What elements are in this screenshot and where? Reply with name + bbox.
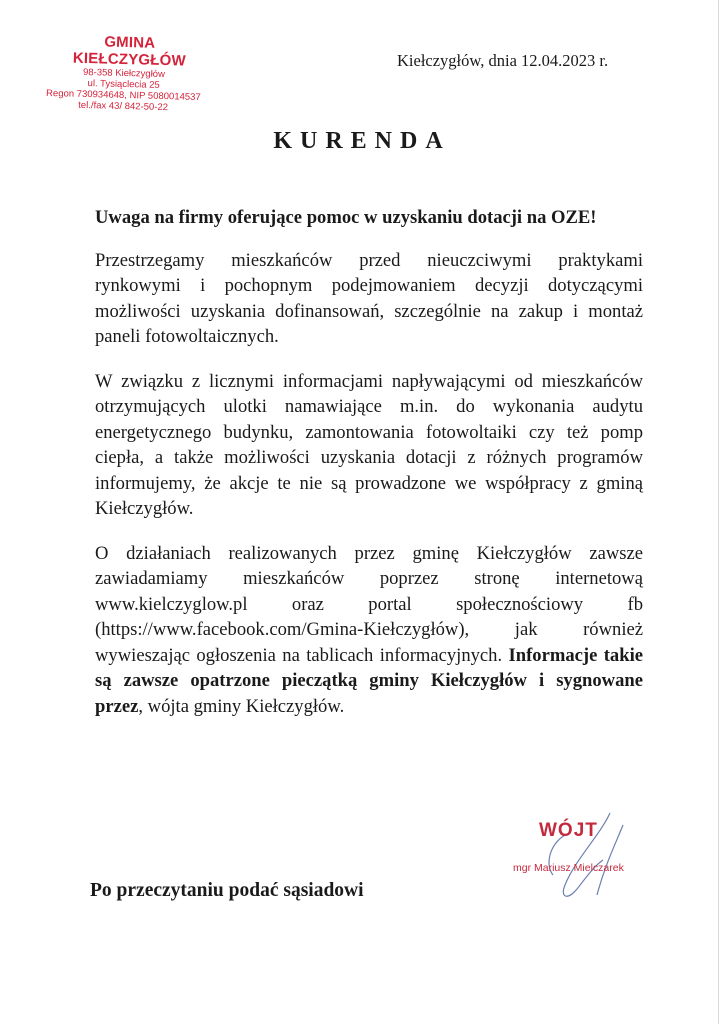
footer-instruction: Po przeczytaniu podać sąsiadowi <box>90 880 364 901</box>
paragraph-communication-end: , wójta gminy Kiełczygłów. <box>138 695 345 717</box>
document-body <box>95 205 643 738</box>
scan-edge-divider <box>718 0 719 1024</box>
municipality-stamp <box>37 32 211 114</box>
stamp-phone-line: tel./fax 43/ 842-50-22 <box>78 99 169 114</box>
stamp-postal-line: 98-358 Kiełczygłów <box>82 66 166 81</box>
stamp-regon-line: Regon 730934648, NIP 5080014537 <box>45 87 201 104</box>
document-title: KURENDA <box>273 128 451 154</box>
paragraph-communication-text: O działaniach realizowanych przez gminę Kiełczygłów zawsze zawiadamiamy mieszkańców poprzez stronę internetową www.kielczyglow.pl oraz portal społecznościowy fb (https://www.facebook.com/Gmina-Kiełczygłów), jak również wywieszając ogłoszenia na tablicach informacyjnych. <box>95 542 643 666</box>
mayor-signature-stamp <box>505 805 655 915</box>
paragraph-communication <box>95 541 643 720</box>
place-date: Kiełczygłów, dnia 12.04.2023 r. <box>397 51 609 70</box>
stamp-street-line: ul. Tysiąclecia 25 <box>87 78 160 91</box>
signature-name: mgr Mariusz Mielczarek <box>513 862 624 874</box>
signature-role: WÓJT <box>539 820 598 841</box>
paragraph-communication-bold: Informacje takie są zawsze opatrzone pieczątką gminy Kiełczygłów i sygnowane przez <box>95 644 643 717</box>
paragraph-info: W związku z licznymi informacjami napływającymi od mieszkańców otrzymujących ulotki namawiające m.in. do wykonania audytu energetycznego budynku, zamontowania fotowoltaiki czy też pomp ciepła, a także możliwości uzyskania dotacji z różnych programów informujemy, że akcje te nie są prowadzone we współpracy z gminą Kiełczygłów. <box>95 370 643 519</box>
stamp-title: GMINA KIEŁCZYGŁÓW <box>72 33 187 70</box>
warning-heading: Uwaga na firmy oferujące pomoc w uzyskaniu dotacji na OZE! <box>95 207 597 228</box>
paragraph-warning: Przestrzegamy mieszkańców przed nieuczciwymi praktykami rynkowymi i pochopnym podejmowaniem decyzji dotyczącymi możliwości uzyskania dofinansowań, szczególnie na zakup i montaż paneli fotowoltaicznych. <box>95 249 643 347</box>
